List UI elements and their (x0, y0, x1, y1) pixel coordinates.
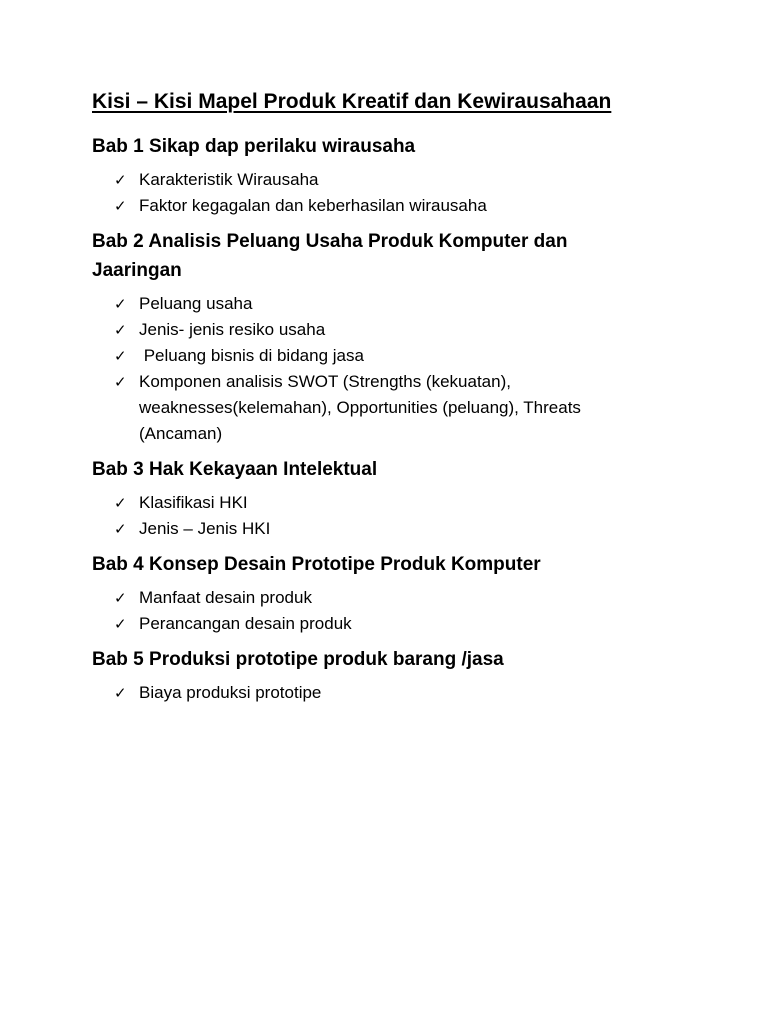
check-icon: ✓ (114, 494, 127, 512)
check-icon: ✓ (114, 684, 127, 702)
list-item (92, 585, 692, 611)
list-item (92, 343, 692, 369)
list-item (92, 193, 692, 219)
check-icon: ✓ (114, 295, 127, 313)
chapter-list (92, 132, 692, 714)
chapter-heading: Bab 4 Konsep Desain Prototipe Produk Komputer (92, 554, 541, 575)
topic-text: Komponen analisis SWOT (Strengths (kekuatan), weaknesses(kelemahan), Opportunities (peluang), Threats (Ancaman) (139, 372, 581, 443)
topic-list (92, 167, 692, 219)
topic-list (92, 680, 692, 706)
topic-list (92, 585, 692, 637)
chapter-2 (92, 227, 692, 447)
check-icon: ✓ (114, 373, 127, 391)
list-item (92, 490, 692, 516)
topic-text: Perancangan desain produk (139, 614, 352, 633)
check-icon: ✓ (114, 520, 127, 538)
check-icon: ✓ (114, 321, 127, 339)
chapter-heading: Bab 1 Sikap dap perilaku wirausaha (92, 136, 416, 157)
topic-text: Peluang usaha (139, 294, 253, 313)
topic-text: Jenis – Jenis HKI (139, 519, 271, 538)
chapter-heading: Bab 2 Analisis Peluang Usaha Produk Komputer dan Jaaringan (92, 231, 568, 281)
chapter-heading: Bab 3 Hak Kekayaan Intelektual (92, 459, 378, 480)
check-icon: ✓ (114, 589, 127, 607)
chapter-3 (92, 455, 692, 542)
check-icon: ✓ (114, 197, 127, 215)
list-item (92, 516, 692, 542)
list-item (92, 167, 692, 193)
check-icon: ✓ (114, 615, 127, 633)
check-icon: ✓ (114, 171, 127, 189)
list-item (92, 369, 692, 447)
chapter-4 (92, 550, 692, 637)
document-title: Kisi – Kisi Mapel Produk Kreatif dan Kewirausahaan (92, 90, 612, 113)
topic-text: Jenis- jenis resiko usaha (139, 320, 326, 339)
list-item (92, 680, 692, 706)
topic-list (92, 291, 692, 447)
list-item (92, 611, 692, 637)
topic-text: Manfaat desain produk (139, 588, 312, 607)
topic-text: Peluang bisnis di bidang jasa (139, 346, 364, 365)
chapter-heading: Bab 5 Produksi prototipe produk barang /jasa (92, 649, 504, 670)
check-icon: ✓ (114, 347, 127, 365)
topic-text: Faktor kegagalan dan keberhasilan wirausaha (139, 196, 487, 215)
topic-list (92, 490, 692, 542)
topic-text: Biaya produksi prototipe (139, 683, 322, 702)
chapter-5 (92, 645, 692, 706)
list-item (92, 291, 692, 317)
list-item (92, 317, 692, 343)
topic-text: Karakteristik Wirausaha (139, 170, 319, 189)
chapter-1 (92, 132, 692, 219)
topic-text: Klasifikasi HKI (139, 493, 248, 512)
